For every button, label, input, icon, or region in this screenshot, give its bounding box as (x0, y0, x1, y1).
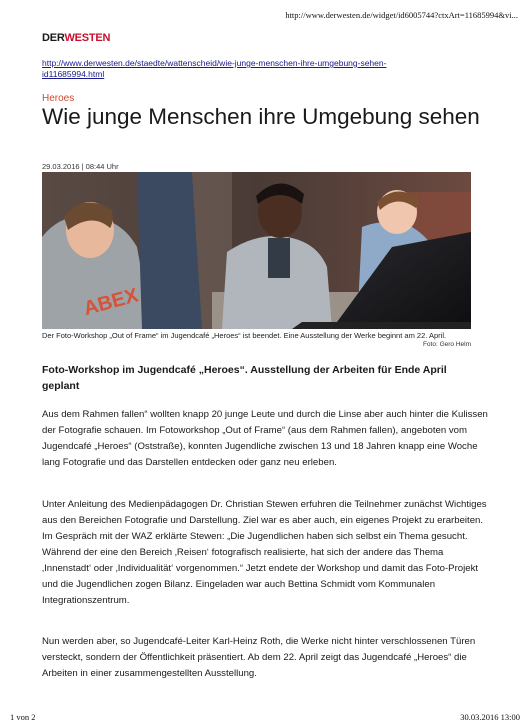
logo-text-dark: DER (42, 32, 65, 44)
article-url-link[interactable]: http://www.derwesten.de/staedte/wattenscheid/wie-junge-menschen-ihre-umgebung-sehen-id11685994.html (42, 58, 387, 79)
article-paragraph-3: Nun werden aber, so Jugendcafé-Leiter Karl-Heinz Roth, die Werke nicht hinter verschlossenen Türen versteckt, sondern der Öffentlichkeit präsentiert. Ab dem 22. April zeigt das Jugendcafé „Heroes“ die Arbeiten in einer zusammengestellten Ausstellung. (42, 636, 476, 679)
site-logo[interactable] (42, 32, 110, 49)
print-header-url: http://www.derwesten.de/widget/id6005744?ctxArt=11685994&vi... (285, 10, 518, 20)
photo-caption: Der Foto-Workshop „Out of Frame“ im Jugendcafé „Heroes“ ist beendet. Eine Ausstellung der Werke beginnt am 22. April. (42, 331, 447, 340)
article-kicker: Heroes (42, 93, 75, 104)
article-teaser: Foto-Workshop im Jugendcafé „Heroes“. Ausstellung der Arbeiten für Ende April geplant (42, 364, 447, 392)
print-timestamp: 30.03.2016 13:00 (460, 712, 520, 722)
photo-credit: Foto: Gero Helm (422, 341, 471, 348)
article-headline: Wie junge Menschen ihre Umgebung sehen (42, 104, 480, 129)
article-dateline: 29.03.2016 | 08:44 Uhr (42, 162, 119, 171)
article-paragraph-1: Aus dem Rahmen fallen“ wollten knapp 20 junge Leute und durch die Linse aber auch hinter die Kulissen der Fotografie schauen. Im Fotoworkshop „Out of Frame“ (aus dem Rahmen fallen), angeboten vom Jugendcafé „Heroes“ (Oststraße), konnten Jugendliche zwischen 13 und 18 Jahren knapp eine Woche lang Fotografie und das Darstellen entdecken oder ganz neu erleben. (42, 409, 488, 468)
photo-illustration (42, 172, 471, 329)
logo-tagline-mark (42, 45, 110, 49)
svg-text:ABEX: ABEX (81, 284, 141, 321)
logo-text-accent: WESTEN (64, 32, 111, 44)
print-page-number: 1 von 2 (10, 712, 36, 722)
article-photo (42, 172, 471, 329)
article-paragraph-2: Unter Anleitung des Medienpädagogen Dr. Christian Stewen erfuhren die Teilnehmer zunächst Wichtiges aus den Bereichen Fotografie und Darstellung. Ziel war es aber auch, ein eigenes Projekt zu erarbeiten. Im Gespräch mit der WAZ erklärte Stewen: „Die Jugendlichen haben sich selbst ein Thema gesucht. Während der eine den Bereich ‚Reisen‘ fotografisch realisierte, hat sich der andere das Thema ‚Innenstadt‘ oder ‚Individualität‘ vorgenommen.“ Jetzt endete der Workshop und damit das Foto-Projekt und die Jugendlichen zogen Bilanz. Eingeladen war auch Bettina Schmidt vom Kommunalen Integrationszentrum. (42, 499, 487, 606)
